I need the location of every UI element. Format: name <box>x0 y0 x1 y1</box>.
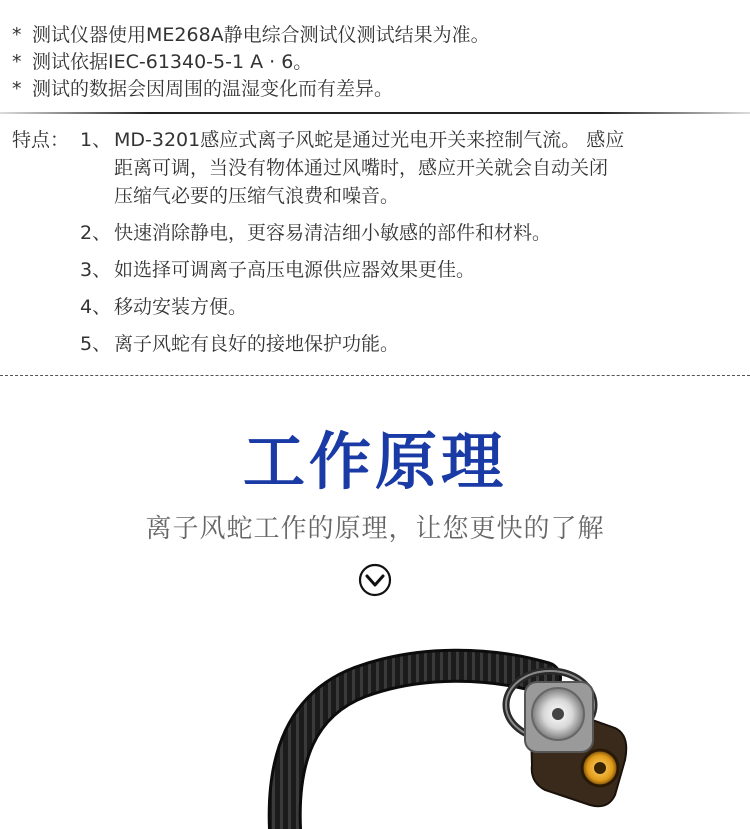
feature-item <box>12 126 742 210</box>
feature-line: MD-3201感应式离子风蛇是通过光电开关来控制气流。 感应 <box>114 129 625 151</box>
feature-line: 距离可调，当没有物体通过风嘴时，感应开关就会自动关闭 <box>114 157 609 179</box>
feature-line: 离子风蛇有良好的接地保护功能。 <box>114 333 400 355</box>
feature-line: 压缩气必要的压缩气浪费和噪音。 <box>114 185 400 207</box>
feature-item <box>12 293 742 321</box>
section-divider <box>0 112 750 114</box>
ion-air-snake-product-image <box>200 610 660 829</box>
section-subtitle: 离子风蛇工作的原理，让您更快的了解 <box>145 514 605 544</box>
feature-text <box>114 126 742 210</box>
note-line <box>12 76 732 103</box>
feature-line: 快速消除静电，更容易清洁细小敏感的部件和材料。 <box>114 222 552 244</box>
feature-number: 3、 <box>80 259 112 281</box>
feature-number: 2、 <box>80 222 112 244</box>
feature-item <box>12 256 742 284</box>
note-text: 测试依据IEC-61340-5-1 A · 6。 <box>32 51 313 73</box>
asterisk: * <box>12 78 22 100</box>
dashed-divider <box>0 375 750 376</box>
chevron-down-circle-icon[interactable] <box>358 563 392 597</box>
note-text: 测试仪器使用ME268A静电综合测试仪测试结果为准。 <box>32 24 490 46</box>
section-title: 工作原理 <box>242 425 507 498</box>
note-line <box>12 49 732 76</box>
feature-number: 1、 <box>80 129 112 151</box>
asterisk: * <box>12 24 22 46</box>
note-line <box>12 22 732 49</box>
feature-item <box>12 219 742 247</box>
asterisk: * <box>12 51 22 73</box>
feature-item <box>12 330 742 358</box>
note-text: 测试的数据会因周围的温湿变化而有差异。 <box>32 78 394 100</box>
feature-line: 移动安装方便。 <box>114 296 248 318</box>
features-label: 特点： <box>12 129 70 151</box>
test-notes <box>12 22 732 103</box>
feature-number: 5、 <box>80 333 112 355</box>
feature-number: 4、 <box>80 296 112 318</box>
feature-line: 如选择可调离子高压电源供应器效果更佳。 <box>114 259 476 281</box>
features-list <box>12 126 742 358</box>
